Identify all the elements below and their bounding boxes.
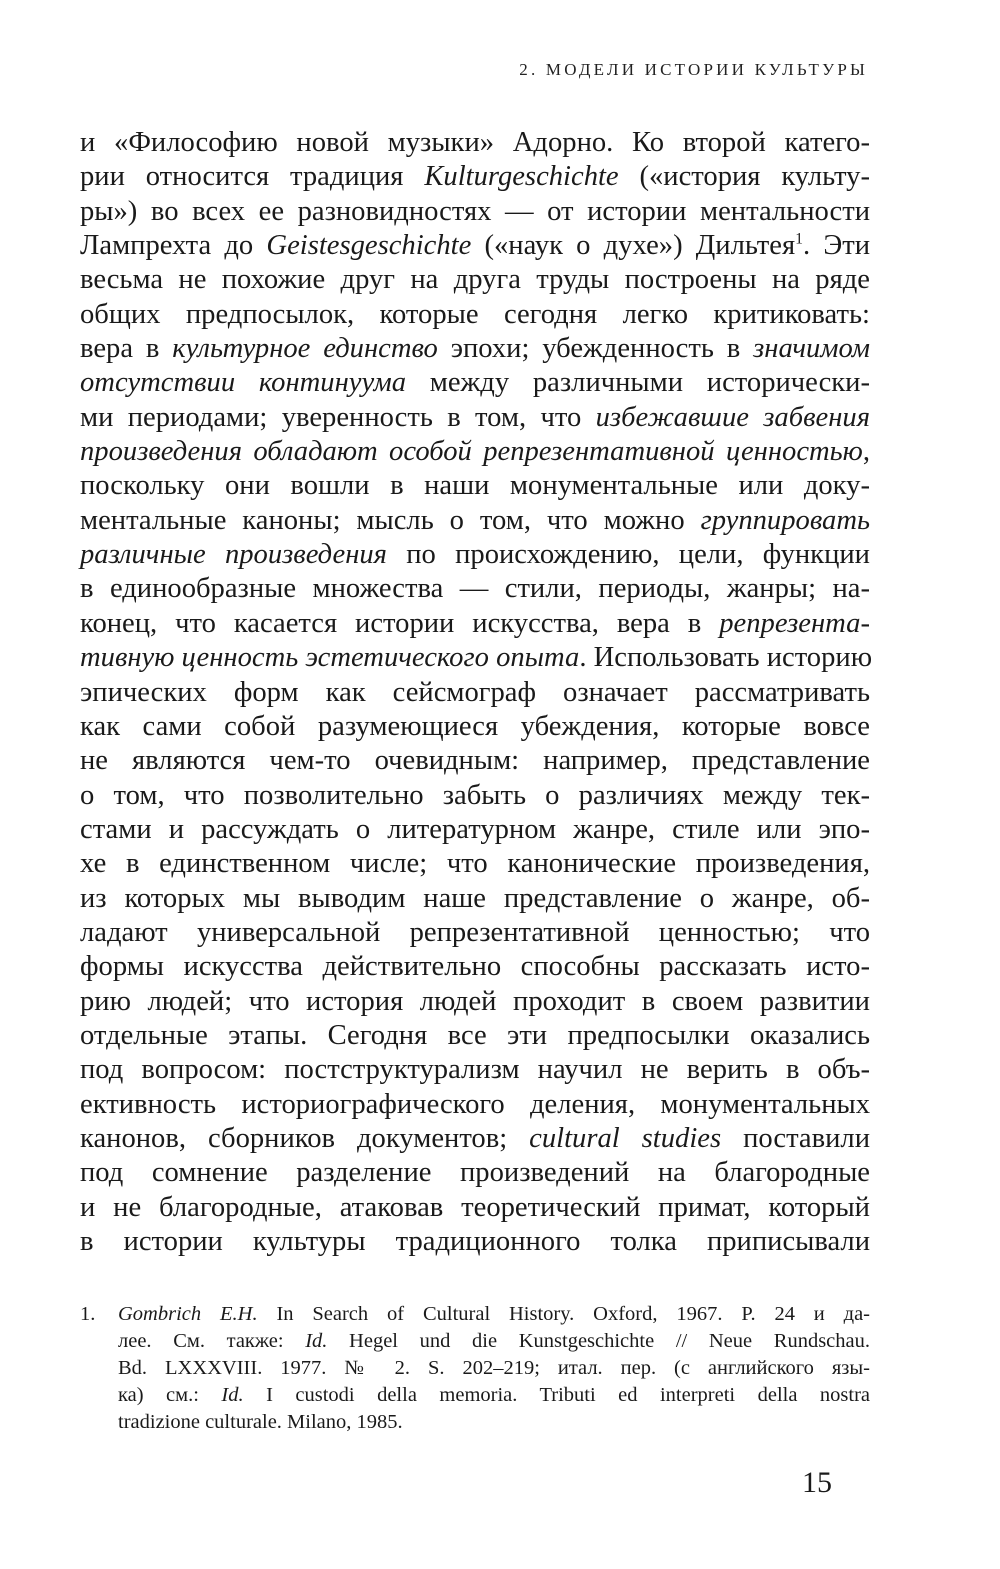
body-line [80, 160, 870, 194]
body-line [80, 985, 870, 1019]
italic-text: Id. [305, 1330, 328, 1352]
footnote-number: 1. [80, 1303, 96, 1325]
italic-text: значимом [753, 333, 871, 365]
text-run: отдельные этапы. Сегодня все эти предпосылки оказались [80, 1019, 870, 1051]
italic-text: различные произведения [80, 539, 387, 571]
footnote-line [118, 1328, 870, 1355]
text-run: в истории культуры традиционного толка приписывали [80, 1226, 870, 1257]
text-run: ладают универсальной репрезентативной ценностью; что [80, 916, 870, 948]
text-run: («история культу- [618, 161, 870, 193]
italic-text: тивную ценность эстетического опыта [80, 642, 580, 674]
italic-text: репрезента- [719, 607, 870, 639]
body-line [80, 847, 870, 881]
text-run: канонов, сборников документов; [80, 1122, 530, 1154]
body-line [80, 229, 870, 263]
text-run: эпохи; убежденность в [437, 333, 754, 365]
body-line [80, 401, 870, 435]
text-run: о том, что позволительно забыть о различиях между тек- [80, 779, 870, 811]
text-run: («наук о духе») Дильтея [471, 230, 796, 262]
body-line [80, 641, 873, 675]
text-run: ми периодами; уверенность в том, что [80, 401, 596, 433]
text-run: ка) см.: [118, 1384, 222, 1406]
text-run: Hegel und die Kunstgeschichte // Neue Rundschau. [327, 1330, 870, 1352]
text-run: . Использовать историю [579, 642, 873, 674]
body-line [80, 1088, 870, 1122]
body-line [80, 538, 870, 572]
italic-text: Kulturgeschichte [424, 161, 619, 193]
body-line [80, 366, 870, 400]
text-run: In Search of Cultural History. Oxford, 1967. P. 24 и да- [257, 1303, 870, 1325]
footnote [80, 1301, 870, 1436]
italic-text: группировать [700, 504, 870, 536]
italic-text: отсутствии континуума [80, 367, 406, 399]
body-line [80, 813, 870, 847]
italic-text: произведения обладают особой репрезентативной ценностью [80, 436, 863, 468]
running-head: 2. МОДЕЛИ ИСТОРИИ КУЛЬТУРЫ [519, 60, 868, 79]
footnote-line [118, 1382, 870, 1409]
body-line [80, 469, 870, 503]
body-line [80, 916, 870, 950]
text-run: ективность историографического деления, монументальных [80, 1088, 870, 1120]
text-run: ментальные каноны; мысль о том, что можно [80, 504, 701, 536]
text-run: как сами собой разумеющиеся убеждения, которые вовсе [80, 710, 870, 742]
body-line [80, 1053, 870, 1087]
body-line [80, 1122, 870, 1156]
body-line [80, 263, 870, 297]
body-line [80, 779, 870, 813]
italic-text: Gombrich E.H. [118, 1303, 258, 1325]
body-line [80, 298, 870, 332]
body-line [80, 572, 870, 606]
text-run: рию людей; что история людей проходит в своем развитии [80, 985, 870, 1017]
body-line [80, 1019, 870, 1053]
text-run: конец, что касается истории искусства, вера в [80, 607, 720, 639]
text-run: и не благородные, атаковав теоретический примат, который [80, 1191, 870, 1223]
italic-text: избежавшие забвения [595, 401, 870, 433]
body-line [80, 435, 870, 469]
text-run: Лампрехта до [80, 230, 267, 262]
text-run: tradizione culturale. Milano, 1985. [118, 1411, 403, 1433]
body-line [80, 710, 870, 744]
text-run: формы искусства действительно способны рассказать исто- [80, 951, 870, 983]
footnote-line [118, 1409, 870, 1436]
body-line [80, 1225, 870, 1259]
text-run: . Эти [803, 230, 870, 262]
body-line [80, 504, 870, 538]
italic-text: Id. [221, 1384, 244, 1406]
text-run: ры») во всех ее разновидностях — от истории ментальности [80, 195, 870, 227]
text-run: не являются чем-то очевидным: например, представление [80, 745, 870, 777]
footnote-body [118, 1301, 870, 1436]
text-run: I custodi della memoria. Tributi ed interpreti della nostra [243, 1384, 871, 1406]
footnote-line [118, 1355, 870, 1382]
text-run: между различными исторически- [406, 367, 870, 399]
body-line [80, 126, 870, 160]
text-run: стами и рассуждать о литературном жанре, стиле или эпо- [80, 813, 870, 845]
body-line [80, 950, 870, 984]
italic-text: культурное единство [172, 333, 438, 365]
body-text [80, 126, 873, 1259]
text-run: в единообразные множества — стили, периоды, жанры; на- [80, 573, 870, 605]
italic-text: Geistesgeschichte [266, 230, 472, 262]
body-line [80, 332, 870, 366]
body-line [80, 1191, 870, 1225]
text-run: общих предпосылок, которые сегодня легко критиковать: [80, 298, 870, 330]
text-run: под сомнение разделение произведений на благородные [80, 1157, 870, 1189]
body-line [80, 744, 870, 778]
body-line [80, 607, 870, 641]
body-line [80, 676, 870, 710]
body-line [80, 1156, 870, 1190]
text-run: хе в единственном числе; что канонические произведения, [80, 848, 870, 880]
text-run: и «Философию новой музыки» Адорно. Ко второй катего- [80, 127, 870, 158]
footnote-line [118, 1301, 870, 1328]
body-line [80, 195, 870, 229]
text-run: весьма не похожие друг на друга труды построены на ряде [80, 264, 870, 296]
text-run: , [862, 436, 870, 468]
text-run: по происхождению, цели, функции [386, 539, 870, 571]
text-run: поскольку они вошли в наши монументальные или доку- [80, 470, 870, 502]
page-number: 15 [802, 1466, 832, 1499]
italic-text: cultural studies [529, 1122, 722, 1154]
text-run: эпических форм как сейсмограф означает рассматривать [80, 676, 870, 708]
text-run: лее. См. также: [118, 1330, 306, 1352]
body-line [80, 882, 870, 916]
footnote-ref: 1 [795, 230, 803, 248]
text-run: под вопросом: постструктурализм научил не верить в объ- [80, 1054, 870, 1086]
text-run: вера в [80, 333, 173, 365]
text-run: Bd. LXXXVIII. 1977. № 2. S. 202–219; итал. пер. (с английского язы- [118, 1357, 870, 1379]
text-run: из которых мы выводим наше представление о жанре, об- [80, 882, 870, 914]
text-run: рии относится традиция [80, 161, 425, 193]
text-run: поставили [721, 1122, 870, 1154]
